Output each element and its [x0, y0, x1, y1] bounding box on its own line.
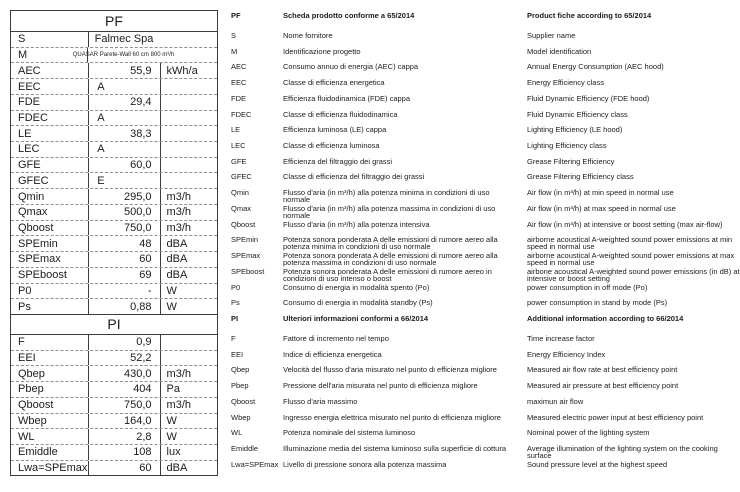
legend-row — [231, 219, 740, 235]
legend-text-english: Lighting Efficiency class — [527, 141, 607, 151]
legend-code: Qmax — [231, 203, 252, 213]
legend-text-english: Lighting Efficiency (LE hood) — [527, 125, 623, 135]
legend-code: Qboost — [231, 219, 256, 229]
legend-code: LE — [231, 125, 241, 135]
legend-code: P0 — [231, 282, 241, 292]
row-code: SPEboost — [18, 269, 67, 282]
legend-code: PF — [231, 11, 241, 20]
row-unit: W — [160, 429, 217, 444]
table-row — [11, 62, 217, 78]
row-unit: dBA — [160, 461, 217, 476]
legend-text-english: Measured air flow rate at best efficiency point — [527, 365, 678, 375]
legend-code: Qbep — [231, 365, 250, 375]
legend-code: Qboost — [231, 396, 256, 406]
legend-text-italian: Nome fornitore — [283, 31, 333, 40]
legend-code: EEI — [231, 349, 244, 359]
table-row — [11, 235, 217, 251]
legend-text-english: power consumption in stand by mode (Ps) — [527, 298, 668, 308]
row-code: Lwa=SPEmax — [18, 462, 88, 475]
row-code: Qboost — [18, 221, 54, 234]
legend-text-english: Fluid Dynamic Efficiency class — [527, 109, 628, 119]
legend-text-english: Product fiche according to 65/2014 — [527, 11, 652, 20]
legend-row — [231, 297, 740, 313]
legend-code: Ps — [231, 298, 240, 308]
legend-text-italian: Flusso d'aria massimo — [283, 396, 358, 406]
row-value: 295,0 — [88, 189, 159, 204]
row-unit: W — [160, 284, 217, 299]
table-row — [11, 444, 217, 460]
row-value: Falmec Spa — [88, 32, 217, 47]
row-code: AEC — [18, 64, 41, 77]
row-value: 29,4 — [88, 95, 159, 110]
legend-row — [231, 349, 740, 365]
table-row — [11, 283, 217, 299]
table-row — [11, 381, 217, 397]
legend-code: S — [231, 31, 237, 40]
legend-text-italian: Potenza sonora ponderata A delle emissioni di rumore aereo in condizioni di uso intenso o boost — [283, 266, 492, 283]
row-code: Qmax — [18, 206, 48, 219]
legend-text-english: Fluid Dynamic Efficiency (FDE hood) — [527, 93, 650, 103]
row-code: Pbep — [18, 383, 44, 396]
legend-row — [231, 124, 740, 140]
row-code: GFEC — [18, 174, 49, 187]
legend-section-header — [231, 313, 740, 333]
legend-code: FDEC — [231, 109, 252, 119]
row-value: 55,9 — [88, 63, 159, 78]
legend-row — [231, 203, 740, 219]
legend-row — [231, 187, 740, 203]
row-value: 164,0 — [88, 414, 159, 429]
row-unit — [160, 126, 217, 141]
legend-text-italian: Classe di efficienza energetica — [283, 78, 385, 88]
row-code: Qmin — [18, 190, 45, 203]
legend-text-english: Energy Efficiency class — [527, 78, 604, 88]
legend-text-italian: Ingresso energia elettrica misurato nel punto di efficienza migliore — [283, 412, 501, 422]
legend-text-english: Energy Efficiency Index — [527, 349, 606, 359]
row-value: A — [88, 79, 159, 94]
legend-row — [231, 364, 740, 380]
row-unit — [160, 79, 217, 94]
row-unit: m3/h — [160, 189, 217, 204]
legend-text-english: Measured electric power input at best efficiency point — [527, 412, 704, 422]
legend-text-english: Time increase factor — [527, 333, 595, 343]
row-value: 750,0 — [88, 398, 159, 413]
row-code: EEC — [18, 80, 41, 93]
row-value: 750,0 — [88, 221, 159, 236]
table-row — [11, 298, 217, 314]
legend-row — [231, 443, 740, 459]
legend-row — [231, 61, 740, 77]
row-value: 0,9 — [88, 335, 159, 350]
row-value: 69 — [88, 268, 159, 283]
row-code: Qbep — [18, 367, 45, 380]
legend-row — [231, 109, 740, 125]
legend-code: WL — [231, 428, 243, 438]
row-unit: Pa — [160, 382, 217, 397]
legend-code: PI — [231, 313, 239, 323]
row-value: 60 — [88, 461, 159, 476]
table-row — [11, 460, 217, 476]
legend-text-english: maximun air flow — [527, 396, 584, 406]
legend-text-italian: Illuminazione media del sistema luminoso sulla superficie di cottura — [283, 443, 507, 453]
legend-code: Emiddle — [231, 443, 259, 453]
row-unit — [160, 95, 217, 110]
row-unit: W — [160, 414, 217, 429]
row-value: A — [88, 111, 159, 126]
table-section-header — [11, 314, 217, 334]
legend-text-english: Supplier name — [527, 31, 576, 40]
legend-row — [231, 380, 740, 396]
row-code: GFE — [18, 159, 41, 172]
legend-code: SPEmin — [231, 235, 259, 245]
legend-text-english: Air flow (in m³/h) at max speed in normal use — [527, 203, 676, 213]
legend-text-english: airbone acoustical A-weighted sound power emissions (in dB) at intensive or boost setting — [527, 266, 740, 283]
legend-text-italian: Efficienza luminosa (LE) cappa — [283, 125, 387, 135]
legend-text-english: Air flow (in m³/h) at intensive or boost setting (max air-flow) — [527, 219, 723, 229]
row-unit — [160, 158, 217, 173]
legend-text-english: airborne acoustical A-weighted sound power emissions at min speed in normal use — [527, 235, 733, 252]
row-code: Emiddle — [18, 446, 58, 459]
legend-row — [231, 156, 740, 172]
legend-row — [231, 459, 740, 475]
legend-row — [231, 412, 740, 428]
row-code: Qboost — [18, 399, 54, 412]
row-value: QUASAR Parete-Wall 60 cm 800 m³/h — [87, 48, 217, 63]
legend-code: Pbep — [231, 381, 249, 391]
row-code: P0 — [18, 284, 32, 297]
row-value: 500,0 — [88, 205, 159, 220]
row-unit — [160, 142, 217, 157]
row-code: Ps — [18, 300, 31, 313]
legend-code: Wbep — [231, 412, 251, 422]
row-value: 0,88 — [88, 299, 159, 314]
legend-text-italian: Potenza nominale del sistema luminoso — [283, 428, 416, 438]
table-row — [11, 428, 217, 444]
row-unit: dBA — [160, 252, 217, 267]
row-value: 108 — [88, 445, 159, 460]
row-code: FDE — [18, 96, 40, 109]
table-row — [11, 251, 217, 267]
row-value: 404 — [88, 382, 159, 397]
legend-text-english: Grease Filtering Efficiency — [527, 156, 615, 166]
legend-text-italian: Efficienza del filtraggio dei grassi — [283, 156, 393, 166]
legend-code: GFEC — [231, 172, 252, 182]
legend-row — [231, 282, 740, 298]
row-value: A — [88, 142, 159, 157]
legend-text-english: Model identification — [527, 46, 592, 56]
table-row — [11, 157, 217, 173]
legend-row — [231, 427, 740, 443]
row-unit: W — [160, 299, 217, 314]
legend-code: GFE — [231, 156, 247, 166]
legend-row — [231, 30, 740, 46]
legend-code: AEC — [231, 62, 247, 72]
spec-table — [10, 10, 218, 476]
row-unit: dBA — [160, 236, 217, 251]
legend-text-english: Sound pressure level at the highest speed — [527, 459, 668, 469]
row-value: 60,0 — [88, 158, 159, 173]
legend-code: M — [231, 46, 238, 56]
section-code-label: PI — [107, 316, 121, 333]
table-row — [11, 350, 217, 366]
legend-text-english: Air flow (in m³/h) at min speed in normal use — [527, 188, 674, 198]
legend-code: SPEmax — [231, 251, 261, 261]
legend-code: F — [231, 333, 236, 343]
table-row — [11, 125, 217, 141]
row-unit — [160, 111, 217, 126]
legend-text-italian: Consumo di energia in modalità spento (Po) — [283, 282, 430, 292]
legend-text-english: Average illumination of the lighting system on the cooking surface — [527, 443, 718, 460]
section-code-label: PF — [105, 13, 123, 29]
row-unit — [160, 335, 217, 350]
legend-text-italian: Flusso d'aria (in m³/h) alla potenza massima in condizioni di uso normale — [283, 203, 496, 220]
legend-row — [231, 234, 740, 250]
legend — [231, 10, 740, 474]
row-value: 52,2 — [88, 351, 159, 366]
legend-code: EEC — [231, 78, 247, 88]
legend-row — [231, 333, 740, 349]
legend-text-italian: Fattore di incremento nel tempo — [283, 333, 389, 343]
row-unit: m3/h — [160, 366, 217, 381]
table-row — [11, 188, 217, 204]
row-code: LE — [18, 127, 32, 140]
legend-section-header — [231, 10, 740, 30]
table-row — [11, 31, 217, 47]
table-row — [11, 47, 217, 63]
legend-text-english: Measured air pressure at best efficiency point — [527, 381, 679, 391]
legend-text-italian: Indice di efficienza energetica — [283, 349, 382, 359]
row-code: M — [18, 49, 28, 62]
row-unit: m3/h — [160, 205, 217, 220]
legend-row — [231, 250, 740, 266]
legend-text-italian: Pressione dell'aria misurata nel punto di efficienza migliore — [283, 381, 478, 391]
row-unit — [160, 173, 217, 188]
table-row — [11, 141, 217, 157]
row-unit — [160, 351, 217, 366]
row-value: - — [88, 284, 159, 299]
row-code: EEI — [18, 352, 36, 365]
legend-row — [231, 396, 740, 412]
row-code: LEC — [18, 143, 40, 156]
table-row — [11, 78, 217, 94]
legend-row — [231, 77, 740, 93]
row-unit: m3/h — [160, 221, 217, 236]
legend-text-english: power consumption in off mode (Po) — [527, 282, 648, 292]
legend-text-italian: Efficienza fluidodinamica (FDE) cappa — [283, 93, 411, 103]
row-value: 2,8 — [88, 429, 159, 444]
legend-text-italian: Consumo di energia in modalità standby (Ps) — [283, 298, 433, 308]
legend-text-italian: Flusso d'aria (in m³/h) alla potenza intensiva — [283, 219, 430, 229]
table-row — [11, 220, 217, 236]
row-code: SPEmax — [18, 253, 61, 266]
legend-text-italian: Classe di efficienza del filtraggio dei grassi — [283, 172, 425, 182]
legend-code: LEC — [231, 141, 246, 151]
legend-text-english: Grease Filtering Efficiency class — [527, 172, 634, 182]
legend-row — [231, 266, 740, 282]
table-row — [11, 204, 217, 220]
legend-row — [231, 171, 740, 187]
legend-text-english: Annual Energy Consumption (AEC hood) — [527, 62, 664, 72]
row-unit: lux — [160, 445, 217, 460]
legend-code: Lwa=SPEmax — [231, 459, 279, 469]
legend-text-italian: Identificazione progetto — [283, 46, 361, 56]
table-row — [11, 94, 217, 110]
row-code: S — [18, 33, 26, 46]
table-row — [11, 334, 217, 350]
row-code: FDEC — [18, 111, 48, 124]
legend-text-italian: Scheda prodotto conforme a 65/2014 — [283, 11, 415, 20]
table-row — [11, 110, 217, 126]
legend-text-italian: Potenza sonora ponderata A delle emissioni di rumore aereo alla potenza minima in condizioni di uso normale — [283, 235, 498, 252]
legend-text-italian: Livello di pressione sonora alla potenza massima — [283, 459, 447, 469]
legend-text-italian: Velocità del flusso d'aria misurato nel punto di efficienza migliore — [283, 365, 497, 375]
legend-row — [231, 140, 740, 156]
legend-row — [231, 46, 740, 62]
legend-text-english: Nominal power of the lighting system — [527, 428, 650, 438]
row-code: SPEmin — [18, 237, 58, 250]
row-unit: m3/h — [160, 398, 217, 413]
legend-text-english: Additional information according to 66/2014 — [527, 313, 684, 323]
legend-text-italian: Classe di efficienza luminosa — [283, 141, 380, 151]
row-code: F — [18, 336, 25, 349]
row-code: WL — [18, 430, 35, 443]
table-row — [11, 365, 217, 381]
legend-row — [231, 93, 740, 109]
legend-text-english: airborne acoustical A-weighted sound power emissions at max speed in normal use — [527, 251, 735, 268]
legend-text-italian: Classe di efficienza fluidodinamica — [283, 109, 398, 119]
table-row — [11, 172, 217, 188]
table-row — [11, 413, 217, 429]
table-row — [11, 267, 217, 283]
row-code: Wbep — [18, 414, 47, 427]
legend-code: Qmin — [231, 188, 249, 198]
row-value: E — [88, 173, 159, 188]
legend-text-italian: Consumo annuo di energia (AEC) cappa — [283, 62, 419, 72]
row-unit: dBA — [160, 268, 217, 283]
legend-text-italian: Flusso d'aria (in m³/h) alla potenza minima in condizioni di uso normale — [283, 188, 490, 205]
legend-code: SPEboost — [231, 266, 265, 276]
table-section-header — [11, 11, 217, 31]
legend-text-italian: Ulteriori informazioni conformi a 66/2014 — [283, 313, 429, 323]
row-unit: kWh/a — [160, 63, 217, 78]
legend-text-italian: Potenza sonora ponderata A delle emissioni di rumore aereo alla potenza massima in condizioni di uso normale — [283, 251, 498, 268]
row-value: 48 — [88, 236, 159, 251]
row-value: 38,3 — [88, 126, 159, 141]
row-value: 60 — [88, 252, 159, 267]
table-row — [11, 397, 217, 413]
legend-code: FDE — [231, 93, 246, 103]
row-value: 430,0 — [88, 366, 159, 381]
